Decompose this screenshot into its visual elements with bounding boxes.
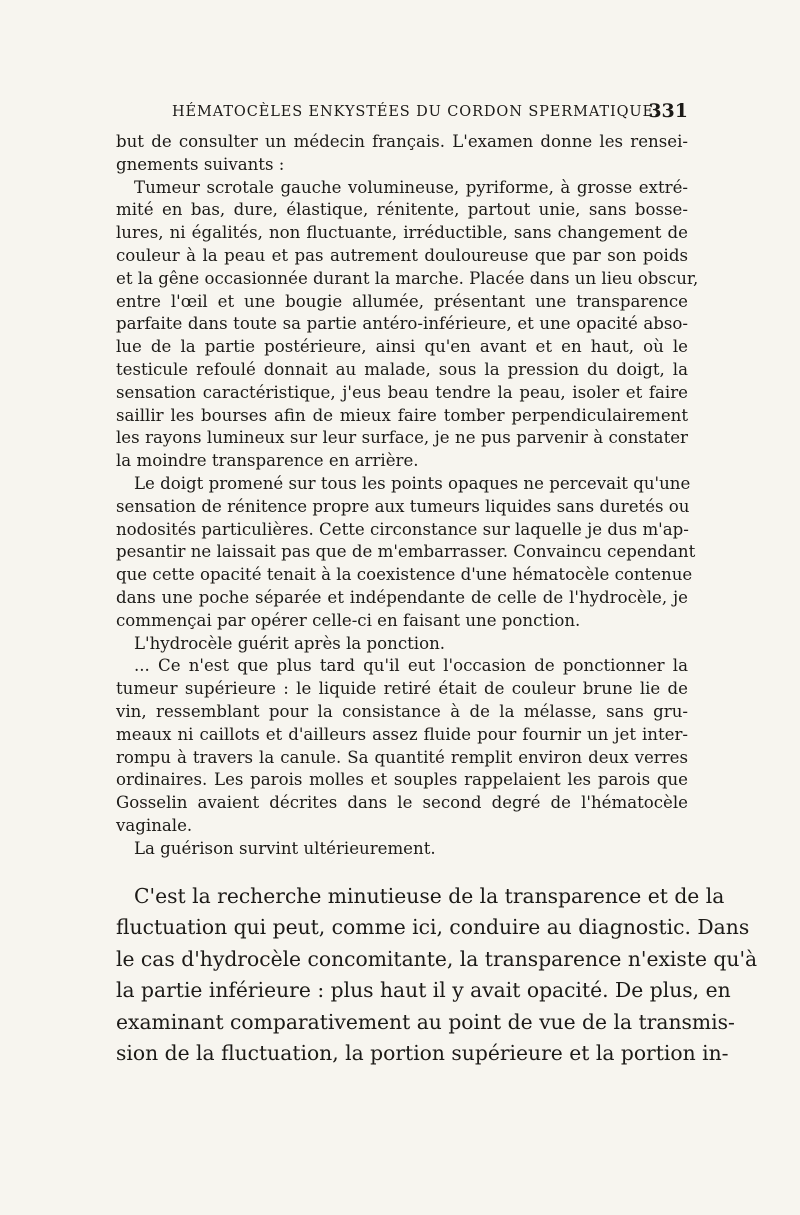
- text-line: dans une poche séparée et indépendante de celle de l'hydrocèle, je: [116, 587, 688, 607]
- text-line: testicule refoulé donnait au malade, sous la pression du doigt, la: [116, 359, 688, 379]
- text-line: Le doigt promené sur tous les points opaques ne percevait qu'une: [134, 473, 691, 493]
- text-line: couleur à la peau et pas autrement douloureuse que par son poids: [116, 245, 688, 265]
- text-line: ... Ce n'est que plus tard qu'il eut l'occasion de ponctionner la: [134, 656, 688, 676]
- text-line: vaginale.: [116, 815, 193, 835]
- text-line: meaux ni caillots et d'ailleurs assez fluide pour fournir un jet inter-: [116, 724, 688, 744]
- text-line: tumeur supérieure : le liquide retiré était de couleur brune lie de: [116, 679, 688, 699]
- text-line: sensation de rénitence propre aux tumeurs liquides sans duretés ou: [116, 496, 690, 516]
- text-line: Tumeur scrotale gauche volumineuse, pyriforme, à grosse extré-: [134, 177, 688, 197]
- text-line: sensation caractéristique, j'eus beau tendre la peau, isoler et faire: [116, 382, 688, 402]
- text-line: pesantir ne laissait pas que de m'embarrasser. Convaincu cependant: [116, 542, 696, 562]
- text-line: gnements suivants :: [116, 154, 285, 174]
- text-line: lures, ni égalités, non fluctuante, irréductible, sans changement de: [116, 223, 688, 243]
- page-header: [116, 100, 688, 126]
- text-line: la moindre transparence en arrière.: [116, 451, 419, 471]
- text-line: commençai par opérer celle-ci en faisant une ponction.: [116, 610, 581, 630]
- text-line: et la gêne occasionnée durant la marche. Placée dans un lieu obscur,: [116, 268, 699, 288]
- text-line: ordinaires. Les parois molles et souples rappelaient les parois que: [116, 770, 688, 790]
- text-line: vin, ressemblant pour la consistance à de la mélasse, sans gru-: [116, 701, 688, 721]
- text-line: but de consulter un médecin français. L'examen donne les rensei-: [116, 132, 688, 151]
- text-line: entre l'œil et une bougie allumée, présentant une transparence: [116, 291, 688, 311]
- text-line: L'hydrocèle guérit après la ponction.: [134, 633, 446, 653]
- text-line: mité en bas, dure, élastique, rénitente, partout unie, sans bosse-: [116, 200, 688, 220]
- body-text: [116, 131, 758, 1070]
- text-line: La guérison survint ultérieurement.: [134, 838, 436, 858]
- text-line: parfaite dans toute sa partie antéro-inférieure, et une opacité abso-: [116, 314, 688, 334]
- text-line: lue de la partie postérieure, ainsi qu'en avant et en haut, où le: [116, 337, 688, 357]
- commentary-line: examinant comparativement au point de vue de la transmis-: [116, 1009, 735, 1034]
- page-number: 331: [648, 100, 688, 122]
- text-line: saillir les bourses afin de mieux faire tomber perpendiculairement: [116, 405, 688, 425]
- text-line: les rayons lumineux sur leur surface, je ne pus parvenir à constater: [116, 428, 688, 448]
- running-title: HÉMATOCÈLES ENKYSTÉES DU CORDON SPERMATIQUE.: [172, 104, 660, 120]
- paragraph-gap: [116, 861, 688, 881]
- text-line: rompu à travers la canule. Sa quantité remplit environ deux verres: [116, 747, 688, 767]
- text-line: nodosités particulières. Cette circonstance sur laquelle je dus m'ap-: [116, 519, 689, 539]
- text-line: Gosselin avaient décrites dans le second degré de l'hématocèle: [116, 793, 688, 813]
- commentary-line: C'est la recherche minutieuse de la transparence et de la: [134, 883, 725, 908]
- commentary-line: fluctuation qui peut, comme ici, conduire au diagnostic. Dans: [116, 915, 750, 940]
- commentary-line: la partie inférieure : plus haut il y avait opacité. De plus, en: [116, 978, 731, 1003]
- commentary-line: le cas d'hydrocèle concomitante, la transparence n'existe qu'à: [116, 946, 758, 971]
- text-line: que cette opacité tenait à la coexistence d'une hématocèle contenue: [116, 565, 693, 585]
- commentary-line: sion de la fluctuation, la portion supérieure et la portion in-: [116, 1041, 729, 1066]
